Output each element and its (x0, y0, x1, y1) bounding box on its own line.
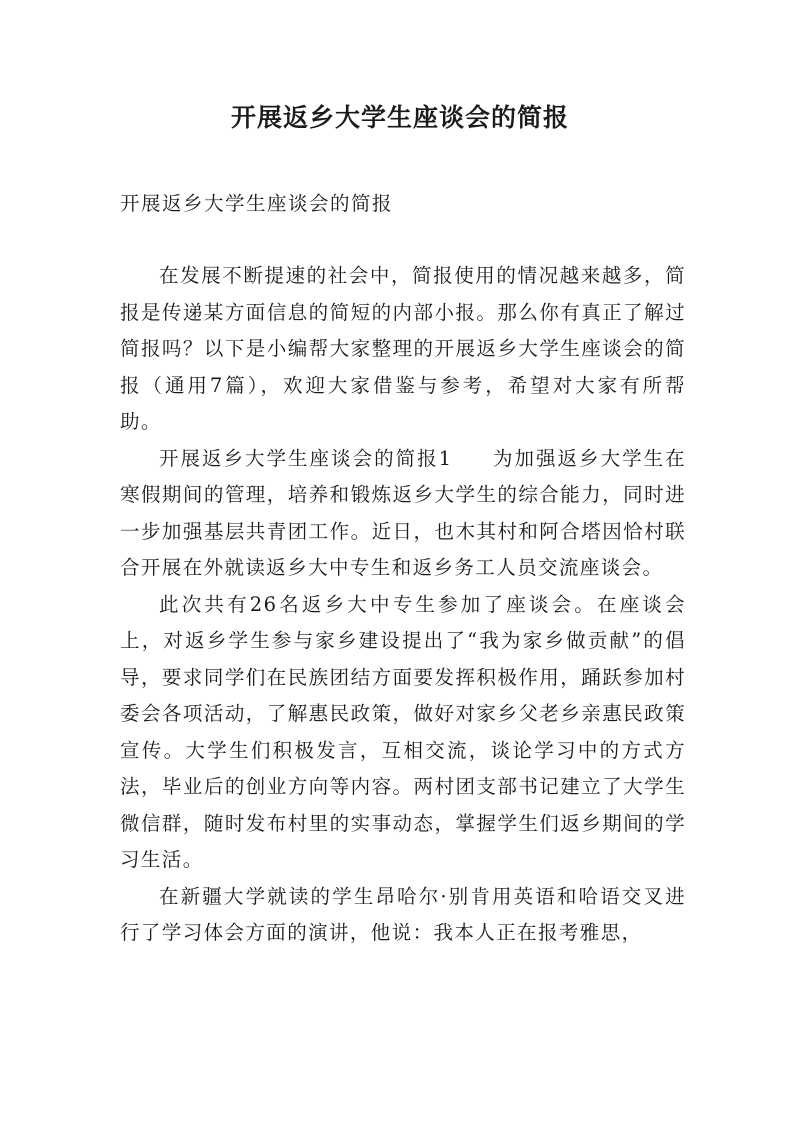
section-1-paragraph (120, 441, 686, 587)
speech-paragraph: 在新疆大学就读的学生昂哈尔·别肯用英语和哈语交叉进行了学习体会方面的演讲，他说：我本人正在报考雅思， (120, 884, 686, 944)
document-subtitle: 开展返乡大学生座谈会的简报 (120, 192, 394, 215)
document-title: 开展返乡大学生座谈会的简报 (230, 103, 569, 132)
section-1-text: 为加强返乡大学生在寒假期间的管理，培养和锻炼返乡大学生的综合能力，同时进一步加强基层共青团工作。近日，也木其村和阿合塔因恰村联合开展在外就读返乡大中专生和返乡务工人员交流座谈会。 (120, 446, 686, 579)
section-1-heading: 开展返乡大学生座谈会的简报1 (159, 446, 453, 470)
intro-paragraph: 在发展不断提速的社会中，简报使用的情况越来越多，简报是传递某方面信息的简短的内部小报。那么你有真正了解过简报吗？以下是小编帮大家整理的开展返乡大学生座谈会的简报（通用7篇），欢迎大家借鉴与参考，希望对大家有所帮助。 (120, 264, 686, 433)
meeting-paragraph: 此次共有26名返乡大中专生参加了座谈会。在座谈会上，对返乡学生参与家乡建设提出了“我为家乡做贡献”的倡导，要求同学们在民族团结方面要发挥积极作用，踊跃参加村委会各项活动，了解惠民政策，做好对家乡父老乡亲惠民政策宣传。大学生们积极发言，互相交流，谈论学习中的方式方法，毕业后的创业方向等内容。两村团支部书记建立了大学生微信群，随时发布村里的实事动态，掌握学生们返乡期间的学习生活。 (120, 592, 686, 871)
document-body (120, 258, 686, 952)
